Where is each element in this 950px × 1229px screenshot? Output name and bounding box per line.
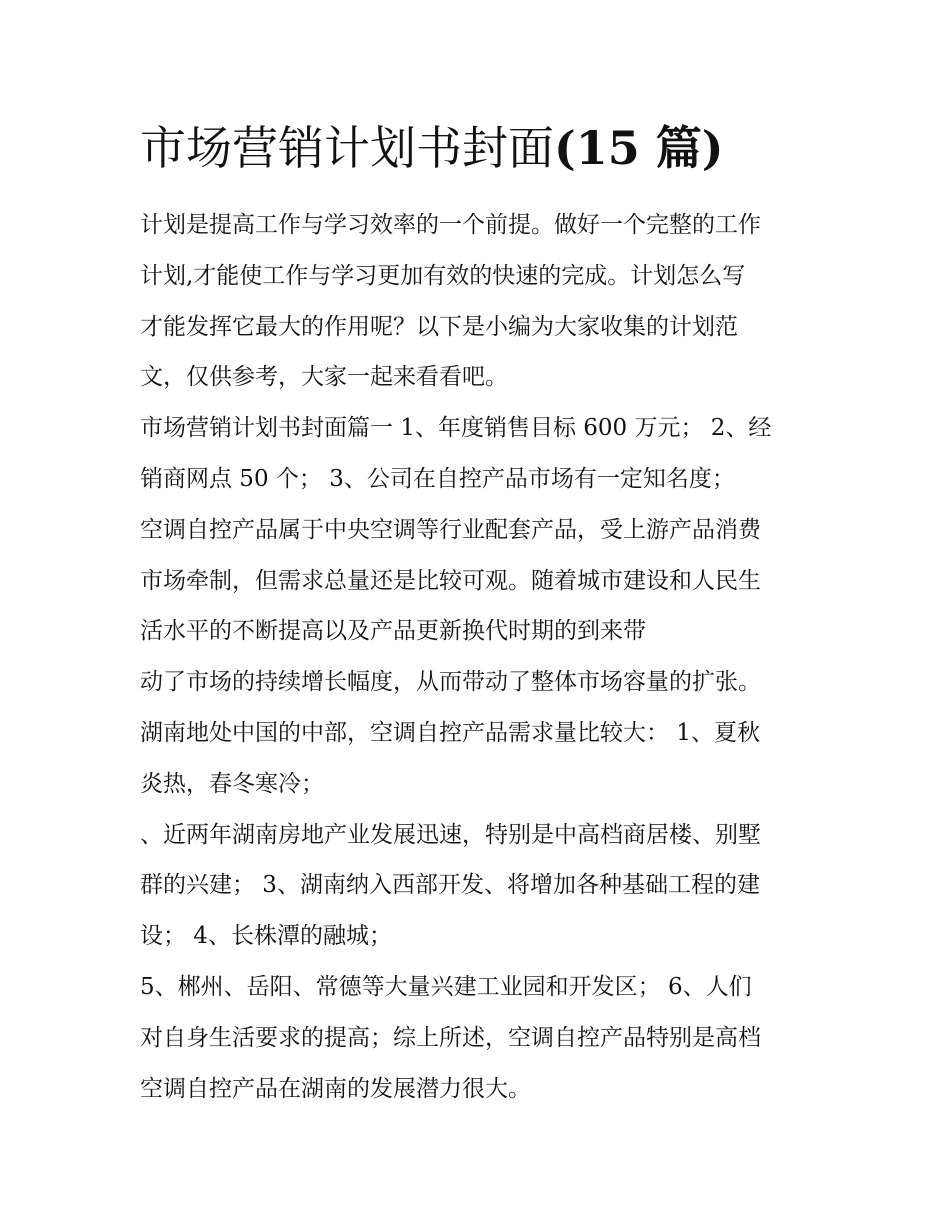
body-line: 文，仅供参考，大家一起来看看吧。 <box>140 364 508 391</box>
body-line: 动了市场的持续增长幅度，从而带动了整体市场容量的扩张。 <box>140 669 761 696</box>
body-line: 炎热，春冬寒冷； <box>140 770 324 797</box>
title-main: 市场营销计划书封面 <box>140 121 554 175</box>
body-line: 计划是提高工作与学习效率的一个前提。做好一个完整的工作 <box>140 212 761 238</box>
body-line: 湖南地处中国的中部，空调自控产品需求量比较大： 1、夏秋 <box>140 719 760 746</box>
body-line: 空调自控产品在湖南的发展潜力很大。 <box>140 1075 531 1102</box>
body-line: 活水平的不断提高以及产品更新换代时期的到来带 <box>140 618 646 645</box>
body-line: 空调自控产品属于中央空调等行业配套产品，受上游产品消费 <box>140 516 761 543</box>
body-line: 市场营销计划书封面篇一 1、年度销售目标 600 万元； 2、经 <box>140 415 772 442</box>
body-line: 销商网点 50 个； 3、公司在自控产品市场有一定知名度； <box>140 465 735 492</box>
document-title <box>140 118 840 178</box>
title-count: (15 篇) <box>554 121 724 175</box>
body-line: 市场牵制，但需求总量还是比较可观。随着城市建设和人民生 <box>140 567 761 594</box>
document-body <box>140 200 820 1114</box>
body-line: 对自身生活要求的提高；综上所述，空调自控产品特别是高档 <box>140 1024 761 1051</box>
body-line: 5、郴州、岳阳、常德等大量兴建工业园和开发区； 6、人们 <box>140 973 752 1000</box>
body-line: 才能发挥它最大的作用呢？以下是小编为大家收集的计划范 <box>140 313 738 340</box>
body-line: 、近两年湖南房地产业发展迅速，特别是中高档商居楼、别墅 <box>140 821 761 848</box>
body-line: 计划,才能使工作与学习更加有效的快速的完成。计划怎么写 <box>140 262 746 289</box>
body-line: 群的兴建； 3、湖南纳入西部开发、将增加各种基础工程的建 <box>140 872 760 899</box>
body-line: 设； 4、长株潭的融城； <box>140 923 392 950</box>
